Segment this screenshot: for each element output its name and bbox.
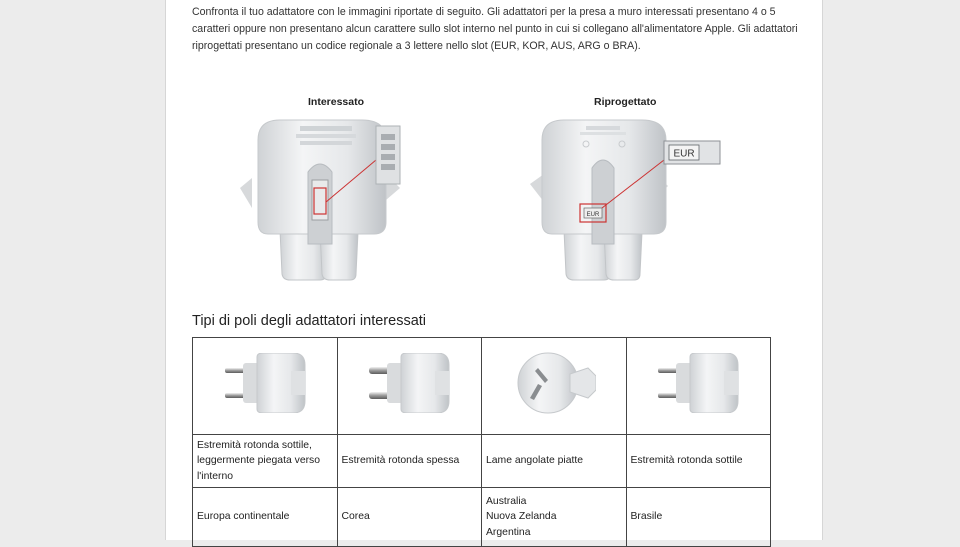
document-page	[165, 0, 823, 540]
pole-regions: Brasile	[626, 488, 771, 547]
affected-label: Interessato	[308, 96, 365, 108]
table-cell	[482, 338, 627, 435]
table-cell	[337, 338, 482, 435]
pole-regions: Australia Nuova Zelanda Argentina	[482, 488, 627, 547]
pole-regions: Corea	[337, 488, 482, 547]
table-row	[193, 488, 771, 547]
angled-flat-pin-plug-icon	[512, 346, 596, 420]
slot-code-label: EUR	[586, 212, 600, 218]
redesigned-label: Riprogettato	[594, 96, 657, 108]
section-title: Tipi di poli degli adattatori interessati	[192, 313, 427, 329]
two-round-pin-plug-icon	[656, 353, 740, 413]
pole-regions: Europa continentale	[193, 488, 338, 547]
two-round-pin-plug-icon	[223, 353, 307, 413]
pole-types-table	[192, 337, 771, 547]
intro-paragraph: Confronta il tuo adattatore con le immagini riportate di seguito. Gli adattatori per la presa a muro interessati presentano 4 o 5 caratteri oppure non presentano alcun carattere sullo slot interno nel punto in cui si collegano all'alimentatore Apple. Gli adattatori riprogettati presentano un codice regionale a 3 lettere nello slot (EUR, KOR, AUS, ARG o BRA).	[192, 6, 798, 52]
table-cell	[626, 338, 771, 435]
zoom-code-label: EUR	[673, 148, 695, 160]
pole-description: Estremità rotonda spessa	[337, 435, 482, 488]
pole-description: Lame angolate piatte	[482, 435, 627, 488]
pole-description: Estremità rotonda sottile	[626, 435, 771, 488]
redesigned-adapter-image	[530, 112, 730, 282]
pole-description: Estremità rotonda sottile, leggermente piegata verso l'interno	[193, 435, 338, 488]
table-row	[193, 435, 771, 488]
affected-adapter-image	[230, 112, 448, 282]
table-cell	[193, 338, 338, 435]
table-row	[193, 338, 771, 435]
two-round-pin-plug-icon	[367, 353, 451, 413]
